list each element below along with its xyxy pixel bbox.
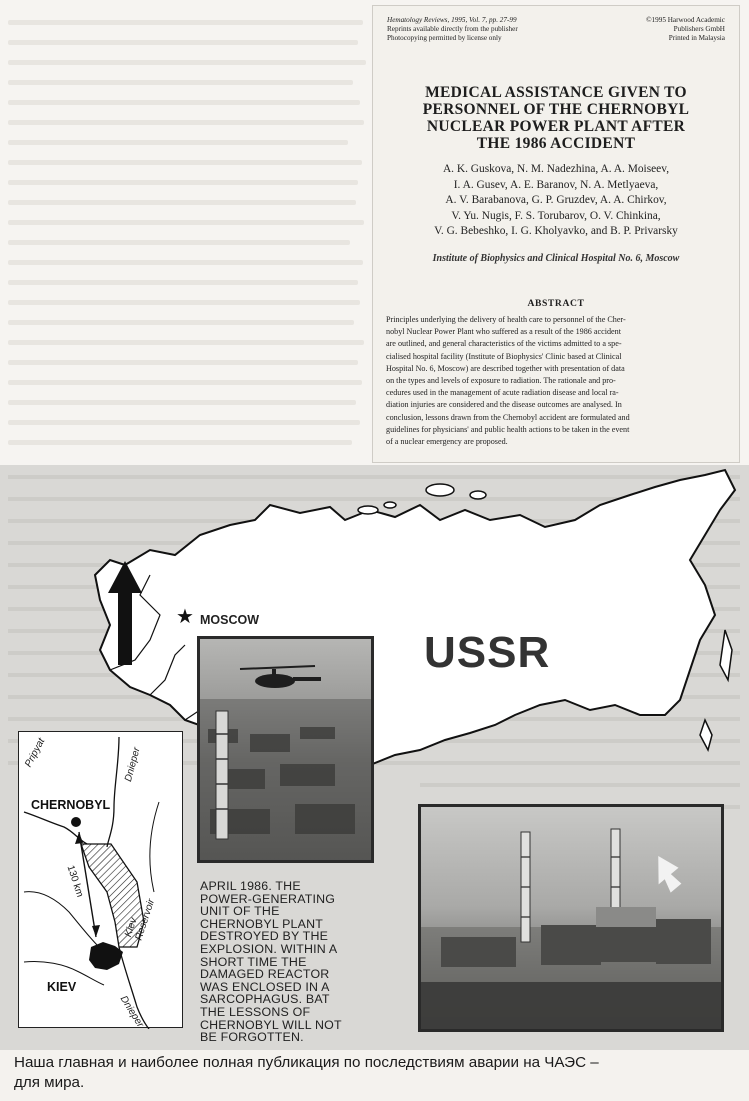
abstract-line: diation injuries are considered and the disease outcomes are analysed. In	[386, 400, 622, 410]
printed-line: Printed in Malaysia	[668, 33, 725, 42]
author-line: V. G. Bebeshko, I. G. Kholyavko, and B. P. Privarsky	[434, 225, 678, 238]
abstract-body	[386, 314, 726, 448]
dnieper-bottom-label: Dnieper	[117, 994, 146, 1030]
photo-caption-english	[200, 880, 375, 1044]
photo-power-plant	[418, 804, 724, 1032]
pripyat-label: Pripyat	[23, 736, 48, 770]
highlight-arrow-icon	[644, 851, 687, 895]
caption-ru-line: Наша главная и наиболее полная публикация по последствиям аварии на ЧАЭС –	[14, 1054, 599, 1071]
caption-line: DESTROYED BY THE	[200, 929, 329, 944]
abstract-line: conclusion, lessons drawn from the Chernobyl accident are formulated and	[386, 412, 630, 422]
caption-line: APRIL 1986. THE	[200, 879, 301, 893]
abstract-line: nobyl Nuclear Power Plant who suffered as a result of the 1986 accident	[386, 327, 621, 337]
abstract-line: cedures used in the management of acute radiation disease and local ra-	[386, 388, 619, 398]
chernobyl-marker-icon	[71, 817, 81, 827]
caption-line: DAMAGED REACTOR	[200, 967, 330, 982]
abstract-line: Hospital No. 6, Moscow) are described together with presentation of data	[386, 363, 625, 373]
photo-aerial-drawing	[200, 639, 371, 860]
copyright-line: ©1995 Harwood Academic	[646, 16, 725, 24]
abstract-line: of a nuclear emergency are proposed.	[386, 437, 508, 447]
photo-plant-drawing	[421, 807, 721, 1029]
helicopter-icon	[240, 666, 321, 688]
caption-line: SHORT TIME THE	[200, 954, 307, 969]
inset-map	[18, 731, 183, 1028]
moscow-star-icon: ★	[176, 606, 194, 628]
moscow-label: MOSCOW	[200, 613, 260, 627]
title-line: MEDICAL ASSISTANCE GIVEN TO	[425, 84, 687, 101]
paper-title	[373, 84, 739, 152]
caption-line: WAS ENCLOSED IN A	[200, 979, 330, 994]
distance-label: 130 km	[64, 864, 86, 899]
caption-line: BE FORGOTTEN.	[200, 1030, 304, 1045]
caption-line: CHERNOBYL PLANT	[200, 916, 324, 931]
paper-authors	[373, 162, 739, 240]
paper-header-right	[646, 16, 725, 42]
inset-map-drawing	[19, 732, 184, 1029]
author-line: V. Yu. Nugis, F. S. Torubarov, O. V. Chinkina,	[451, 209, 661, 222]
abstract-line: Principles underlying the delivery of health care to personnel of the Cher-	[386, 315, 626, 324]
photocopy-line: Photocopying permitted by license only	[387, 33, 502, 42]
paper-reprint	[372, 5, 740, 463]
caption-line: UNIT OF THE	[200, 904, 280, 919]
kiev-label: KIEV	[47, 980, 77, 994]
photo-aerial-helicopter	[197, 636, 374, 863]
abstract-heading: ABSTRACT	[527, 298, 585, 309]
reprints-line: Reprints available directly from the publisher	[387, 24, 518, 33]
author-line: I. A. Gusev, A. E. Baranov, N. A. Metlyaeva,	[453, 178, 659, 191]
paper-header-left	[387, 16, 518, 42]
caption-line: CHERNOBYL WILL NOT	[200, 1017, 342, 1032]
abstract-line: guidelines for physicians' and public health actions to be taken in the event	[386, 424, 630, 434]
chernobyl-label: CHERNOBYL	[31, 798, 111, 812]
caption-line: POWER-GENERATING	[200, 891, 336, 906]
dnieper-top-label: Dnieper	[123, 746, 143, 783]
caption-line: SARCOPHAGUS. BAT	[200, 992, 330, 1007]
title-line: PERSONNEL OF THE CHERNOBYL	[422, 101, 690, 118]
publisher-line: Publishers GmbH	[673, 24, 725, 33]
abstract-line: on the types and levels of exposure to radiation. The rationale and pro-	[386, 376, 616, 386]
caption-ru-line: для мира.	[14, 1074, 85, 1091]
figure-caption-russian	[14, 1053, 744, 1093]
caption-line: EXPLOSION. WITHIN A	[200, 941, 338, 956]
paper-institute: Institute of Biophysics and Clinical Hospital No. 6, Moscow	[432, 253, 680, 264]
abstract-line: are outlined, and general characteristics of the victims admitted to a spe-	[386, 339, 622, 349]
author-line: A. K. Guskova, N. M. Nadezhina, A. A. Moiseev,	[442, 163, 670, 175]
kiev-marker-icon	[89, 942, 123, 970]
abstract-line: cialised hospital facility (Institute of Biophysics' Clinic based at Clinical	[386, 351, 622, 361]
journal-line: Hematology Reviews, 1995, Vol. 7, pp. 27-99	[387, 16, 517, 24]
ussr-label: USSR	[424, 628, 551, 677]
reservoir-label: Kiev Reservoir	[123, 897, 158, 942]
caption-line: THE LESSONS OF	[200, 1004, 311, 1019]
author-line: A. V. Barabanova, G. P. Gruzdev, A. A. Chirkov,	[445, 194, 667, 207]
title-line: THE 1986 ACCIDENT	[476, 135, 636, 152]
title-line: NUCLEAR POWER PLANT AFTER	[426, 118, 686, 135]
